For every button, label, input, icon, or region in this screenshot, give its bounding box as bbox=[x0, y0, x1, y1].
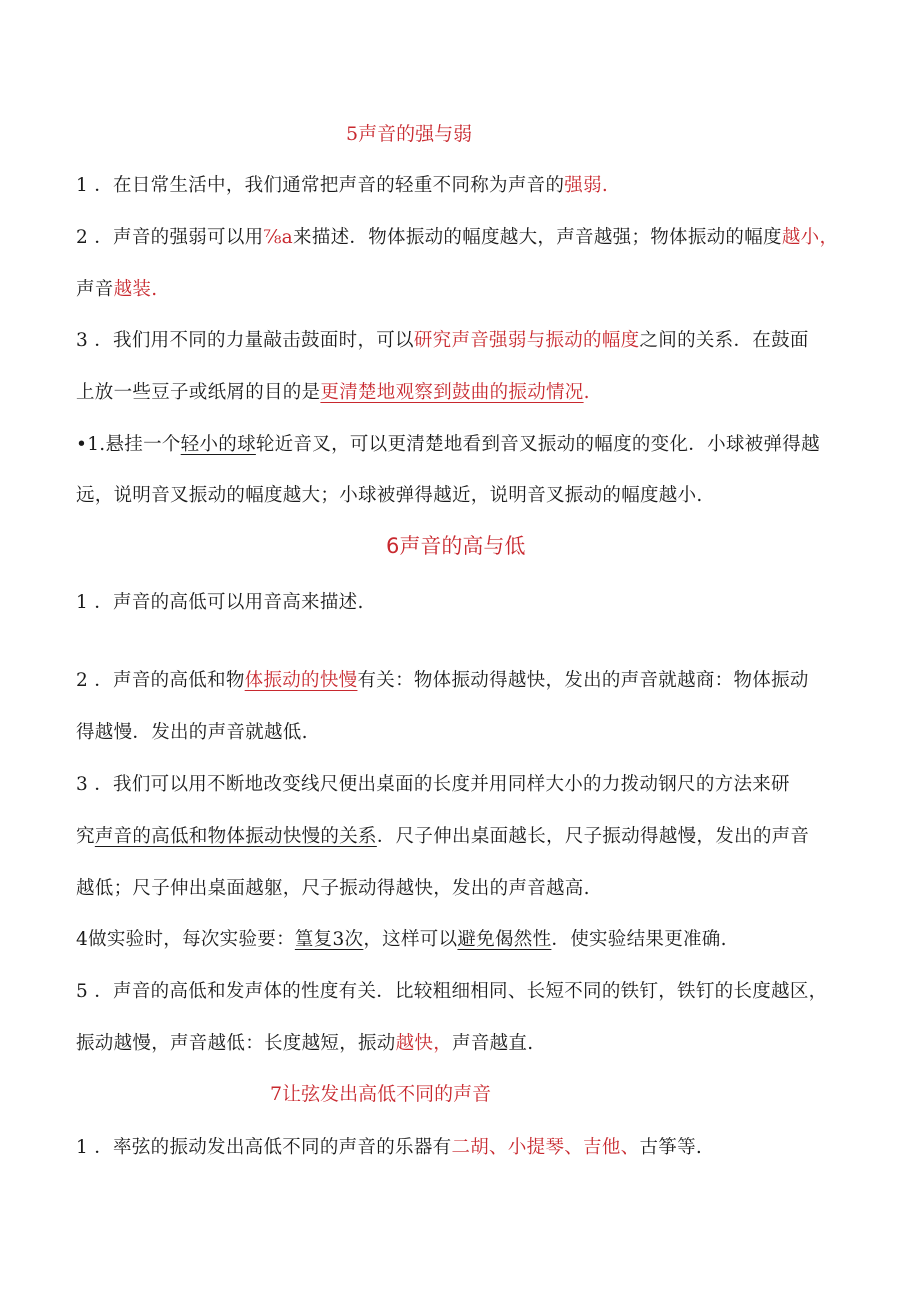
answer: 更清楚地观察到鼓曲的振动情况 bbox=[320, 382, 584, 403]
section-6-title: 6声音的高与低 bbox=[386, 534, 526, 558]
sec5-item-4-line-2 bbox=[76, 487, 703, 506]
answer: 轻小的球 bbox=[180, 434, 256, 455]
text: 究 bbox=[76, 826, 95, 847]
answer: 研究声音强弱与振动的幅度 bbox=[413, 330, 640, 351]
text: 远，说明音叉振动的幅度越大；小球被弹得越近，说明音叉振动的幅度越小. bbox=[76, 485, 703, 506]
sec5-item-4-line-1 bbox=[76, 436, 820, 455]
text: 5 ．声音的高低和发声体的性度有关．比较粗细相同、长短不同的铁钉，铁钉的长度越区， bbox=[76, 981, 828, 1002]
answer: 二胡、小提琴、吉他、 bbox=[451, 1137, 640, 1158]
answer: 体振动的快慢 bbox=[244, 670, 358, 691]
text: ．使实验结果更准确. bbox=[551, 929, 727, 950]
text: ．尺子伸出桌面越长，尺子振动得越慢，发出的声音 bbox=[376, 826, 810, 847]
answer: 声音的高低和物体振动快慢的关系 bbox=[94, 826, 377, 847]
text: 古筝等. bbox=[639, 1137, 703, 1158]
answer: 越小 bbox=[781, 227, 820, 248]
text: 有关：物体振动得越快，发出的声音就越商：物体振动 bbox=[357, 670, 809, 691]
sec6-item-3-line-1 bbox=[76, 776, 790, 795]
sec6-item-5-line-1 bbox=[76, 983, 827, 1002]
text: . bbox=[601, 175, 609, 196]
sec6-item-2-line-1 bbox=[76, 672, 809, 691]
answer: 篁复3次 bbox=[294, 929, 364, 950]
sec6-item-1 bbox=[76, 594, 364, 613]
sec6-item-5-line-2 bbox=[76, 1035, 533, 1054]
text: ，这样可以 bbox=[363, 929, 458, 950]
text: 3 ．我们可以用不断地改变线尺便出桌面的长度并用同样大小的力拨动钢尺的方法来研 bbox=[76, 774, 790, 795]
text: 1 ．声音的高低可以用音高来描述. bbox=[76, 592, 364, 613]
sec6-item-3-line-2 bbox=[76, 828, 809, 847]
text: 之间的关系．在鼓面 bbox=[639, 330, 809, 351]
text: 1 ．率弦的振动发出高低不同的声音的乐器有 bbox=[76, 1137, 452, 1158]
text: 越低；尺子伸出桌面越躯，尺子振动得越快，发出的声音越高. bbox=[76, 878, 590, 899]
answer: 避免偈然性 bbox=[457, 929, 552, 950]
text: 1 ．在日常生活中，我们通常把声音的轻重不同称为声音的 bbox=[76, 175, 565, 196]
sec6-item-2-line-2 bbox=[76, 724, 308, 743]
text: . bbox=[151, 279, 158, 300]
text: 声音 bbox=[76, 279, 114, 300]
answer: 越快， bbox=[395, 1033, 453, 1054]
sec6-item-3-line-3 bbox=[76, 880, 590, 899]
text: 轮近音叉，可以更清楚地看到音叉振动的幅度的变化．小球被弹得越 bbox=[255, 434, 820, 455]
sec5-item-2-line-1 bbox=[76, 229, 838, 248]
text: 2 ．声音的强弱可以用 bbox=[76, 227, 264, 248]
sec5-item-3-line-1 bbox=[76, 332, 809, 351]
section-5-title: 5声音的强与弱 bbox=[346, 123, 473, 145]
text: 得越慢．发出的声音就越低. bbox=[76, 722, 308, 743]
answer: 强弱 bbox=[564, 175, 602, 196]
text: 4做实验时，每次实验要： bbox=[76, 929, 295, 950]
sec7-item-1 bbox=[76, 1139, 702, 1158]
sec6-item-4 bbox=[76, 931, 727, 950]
text: 上放一些豆子或纸屑的目的是 bbox=[76, 382, 321, 403]
text: 3 ．我们用不同的力量敲击鼓面时，可以 bbox=[76, 330, 414, 351]
text: . bbox=[583, 382, 590, 403]
text: 2 ．声音的高低和物 bbox=[76, 670, 245, 691]
sec5-item-1 bbox=[76, 177, 608, 196]
sec5-item-3-line-2 bbox=[76, 384, 590, 403]
text: 声音越直. bbox=[452, 1033, 534, 1054]
text: 振动越慢，声音越低：长度越短，振动 bbox=[76, 1033, 396, 1054]
answer: 越装 bbox=[113, 279, 152, 300]
answer: ⅞a bbox=[263, 227, 294, 248]
text: •1.悬挂一个 bbox=[76, 434, 181, 455]
text: 来描述．物体振动的幅度越大，声音越强；物体振动的幅度 bbox=[293, 227, 782, 248]
section-7-title: 7让弦发出高低不同的声音 bbox=[270, 1083, 492, 1105]
text: ， bbox=[819, 227, 839, 248]
sec5-item-2-line-2 bbox=[76, 281, 157, 300]
